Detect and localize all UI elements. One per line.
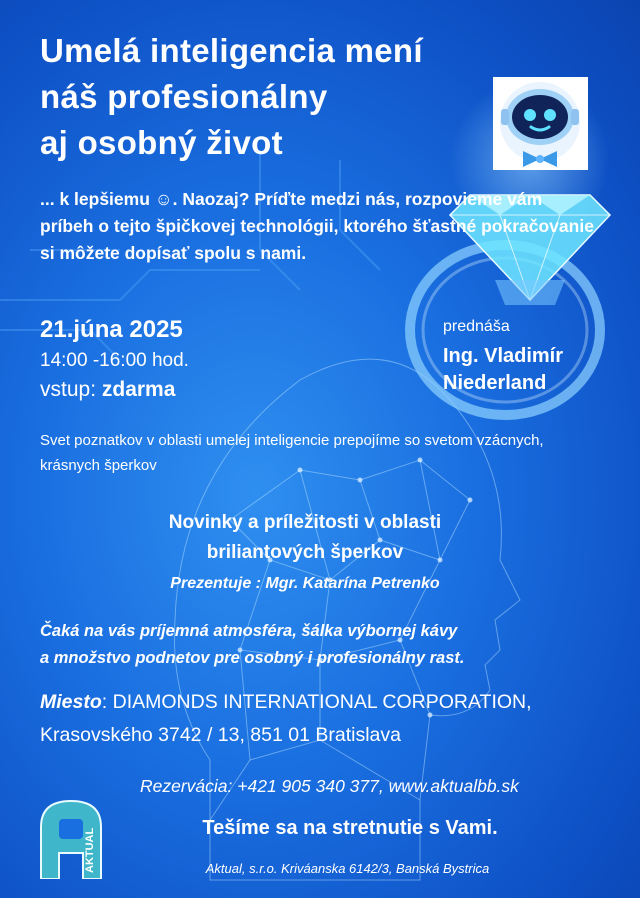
title-line-2: náš profesionálny [40, 78, 328, 115]
atmosphere-line-1: Čaká na vás príjemná atmosféra, šálka výbornej kávy [40, 622, 458, 640]
atmosphere-text [40, 618, 620, 672]
event-entry [40, 378, 175, 402]
lecturer-name [443, 343, 563, 397]
robot-icon [493, 77, 588, 170]
event-date: 21.júna 2025 [40, 316, 183, 343]
news-heading [0, 508, 610, 568]
entry-value: zdarma [101, 378, 176, 401]
entry-label: vstup: [40, 378, 102, 401]
lecturer-name-line-2: Niederland [443, 372, 547, 394]
reservation-text: Rezervácia: +421 905 340 377, www.aktualbb.sk [140, 776, 519, 796]
atmosphere-line-2: a množstvo podnetov pre osobný i profesionálny rast. [40, 649, 465, 667]
description-text: Svet poznatkov v oblasti umelej inteligencie prepojíme so svetom vzácnych, krásnych šperkov [40, 432, 544, 474]
news-line-2: briliantových šperkov [206, 542, 404, 563]
intro-text: ... k lepšiemu ☺. Naozaj? Príďte medzi nás, rozpovieme vám príbeh o tejto špičkovej technológii, ktorého šťastné pokračovanie si môžete dopísať spolu s nami. [40, 189, 594, 263]
logo-text: AKTUAL [84, 827, 96, 873]
venue-colon: : [101, 691, 113, 713]
closing-text: Tešíme sa na stretnutie s Vami. [202, 817, 498, 839]
presenter-text: Prezentuje : Mgr. Katarína Petrenko [170, 575, 440, 592]
footer-address: Aktual, s.r.o. Kriváanska 6142/3, Banská Bystrica [205, 861, 490, 876]
venue-address: Krasovského 3742 / 13, 851 01 Bratislava [40, 724, 401, 746]
lecturer-label: prednáša [443, 318, 510, 335]
venue-name: DIAMONDS INTERNATIONAL CORPORATION, [112, 691, 532, 713]
title-line-3: aj osobný život [40, 124, 283, 161]
venue-label: Miesto [40, 691, 102, 713]
lecturer-name-line-1: Ing. Vladimír [443, 345, 564, 367]
page-title [40, 28, 423, 166]
event-time: 14:00 -16:00 hod. [40, 350, 189, 371]
venue-block [40, 686, 620, 752]
news-line-1: Novinky a príležitosti v oblasti [168, 512, 442, 533]
title-line-1: Umelá inteligencia mení [40, 32, 423, 69]
